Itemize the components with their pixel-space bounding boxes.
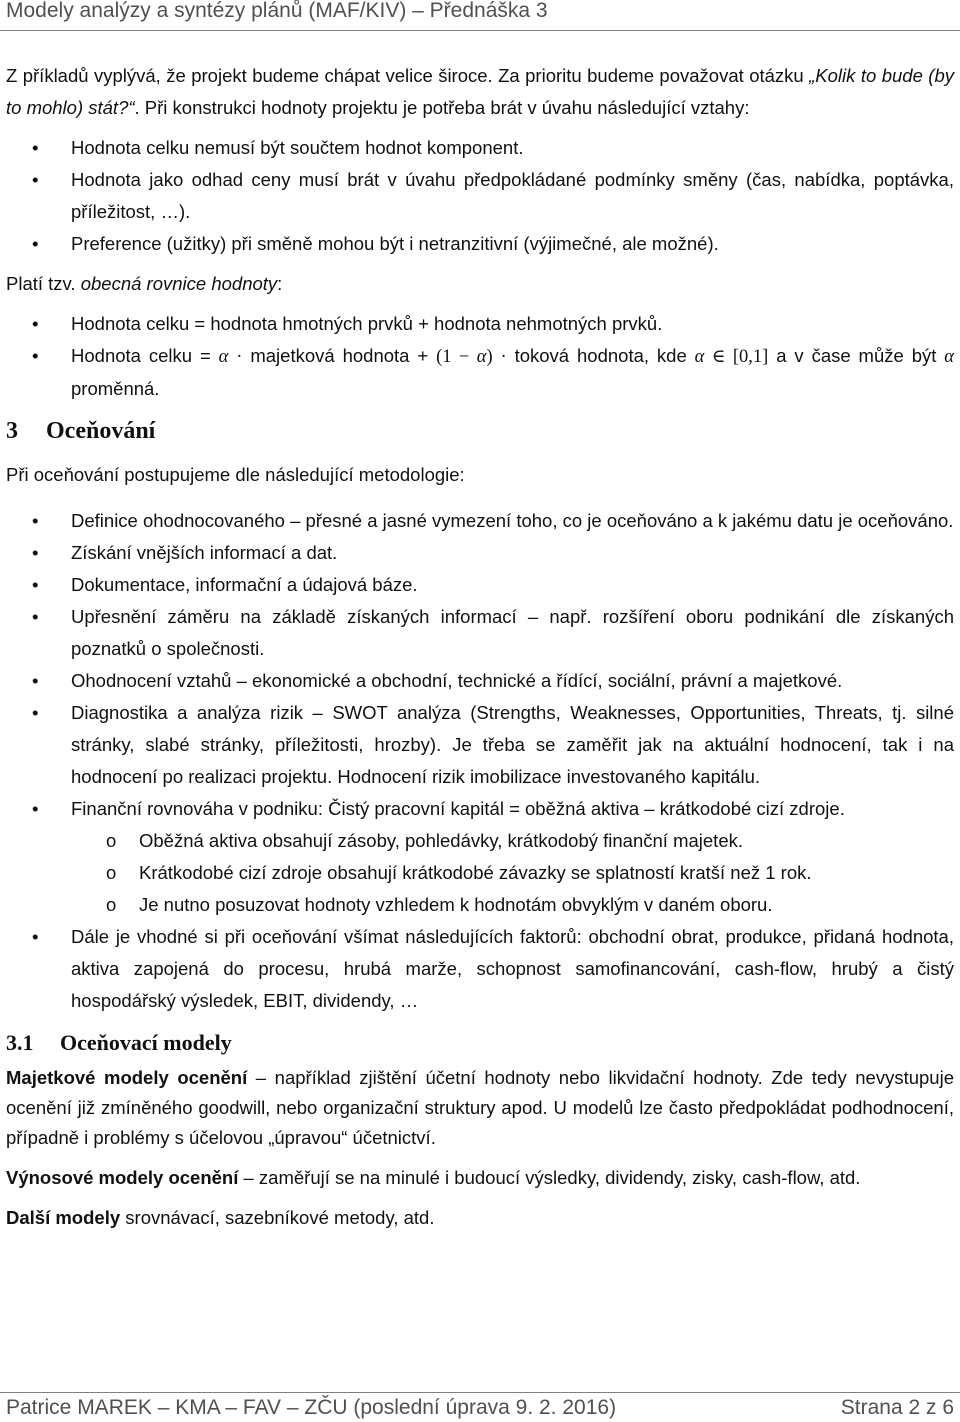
document-body [6, 60, 954, 1243]
plati-paragraph [6, 268, 954, 300]
section-title: Oceňování [46, 418, 156, 444]
list-item: • Ohodnocení vztahů – ekonomické a obchodní, technické a řídící, sociální, právní a majetkové. [6, 665, 954, 697]
other-models-paragraph [6, 1203, 954, 1233]
paragraph-text: srovnávací, sazebníkové metody, atd. [120, 1207, 435, 1228]
list-item: • Definice ohodnocovaného – přesné a jasné vymezení toho, co je oceňováno a k jakému datu je oceňováno. [6, 505, 954, 537]
value-relations-list [6, 132, 954, 260]
income-models-paragraph [6, 1163, 954, 1193]
term-bold: Majetkové modely ocenění [6, 1067, 248, 1088]
alpha-symbol: α [476, 347, 487, 367]
subsection-heading [6, 1027, 954, 1059]
plati-text: Platí tzv. [6, 273, 81, 294]
dot-symbol: · [236, 347, 243, 367]
plati-italic: obecná rovnice hodnoty [80, 273, 278, 294]
list-item: • Preference (užitky) při směně mohou být i netranzitivní (výjimečné, ale možné). [6, 228, 954, 260]
sub-list-item: o Je nutno posuzovat hodnoty vzhledem k hodnotám obvyklým v daném oboru. [6, 889, 954, 921]
list-item: • Hodnota celku = hodnota hmotných prvků + hodnota nehmotných prvků. [6, 308, 954, 340]
formula-text: Hodnota celku = [71, 345, 219, 366]
intro-text-1: Z příkladů vyplývá, že projekt budeme chápat velice široce. Za prioritu budeme považovat otázku [6, 65, 810, 86]
formula-text: toková hodnota, kde [506, 345, 695, 366]
intro-paragraph [6, 60, 954, 124]
term-bold: Další modely [6, 1207, 121, 1228]
page-number: Strana 2 z 6 [840, 1396, 954, 1419]
intro-question: „Kolik to bude (by to mohlo) stát?“ [6, 65, 954, 118]
list-item: • Upřesnění záměru na základě získaných informací – např. rozšíření oboru podnikání dle získaných poznatků o společnosti. [6, 601, 954, 665]
interval: [0,1] [732, 347, 769, 367]
list-item-text: Finanční rovnováha v podniku: Čistý pracovní kapitál = oběžná aktiva – krátkodobé cizí zdroje. [71, 798, 845, 819]
alpha-symbol: α [944, 347, 954, 367]
list-item: • Hodnota jako odhad ceny musí brát v úvahu předpokládané podmínky směny (čas, nabídka, poptávka, příležitost, …). [6, 164, 954, 228]
running-header [0, 0, 960, 40]
plati-colon: : [277, 273, 283, 294]
formula-text: majetková hodnota + [242, 345, 437, 366]
paren-close: ) [486, 347, 493, 367]
paren-open: (1 − [436, 347, 477, 367]
header-rule [0, 30, 960, 31]
list-item: • Diagnostika a analýza rizik – SWOT analýza (Strengths, Weaknesses, Opportunities, Threats, tj. silné stránky, slabé stránky, příležitosti, hrozby). Je třeba se zaměřit jak na aktuální hodnocení, tak i na hodnocení po realizaci projektu. Hodnocení rizik imobilizace investovaného kapitálu. [6, 697, 954, 793]
section-number: 3 [6, 418, 18, 444]
formula-text: a v čase může být [768, 345, 945, 366]
footer-rule [0, 1392, 960, 1393]
method-intro: Při oceňování postupujeme dle následující metodologie: [6, 464, 465, 485]
subsection-title: Oceňovací modely [60, 1030, 232, 1055]
alpha-symbol: α [694, 347, 705, 367]
list-item: • Dále je vhodné si při oceňování všímat následujících faktorů: obchodní obrat, produkce, přidaná hodnota, aktiva zapojená do procesu, hrubá marže, schopnost samofinancování, cash-flow, hrubý a čistý hospodářský výsledek, EBIT, dividendy, … [6, 921, 954, 1017]
value-equation-list [6, 308, 954, 405]
header-title: Modely analýzy a syntézy plánů (MAF/KIV) – Přednáška 3 [6, 0, 548, 22]
dot-symbol: · [500, 347, 507, 367]
sub-list-item: o Oběžná aktiva obsahují zásoby, pohledávky, krátkodobý finanční majetek. [6, 825, 954, 857]
sub-list [71, 825, 954, 921]
subsection-number: 3.1 [6, 1030, 34, 1055]
list-item: • Hodnota celku nemusí být součtem hodnot komponent. [6, 132, 954, 164]
asset-models-paragraph [6, 1063, 954, 1153]
footer-author: Patrice MAREK – KMA – FAV – ZČU (poslední úprava 9. 2. 2016) [6, 1396, 617, 1419]
list-item [6, 793, 954, 921]
sub-list-item: o Krátkodobé cizí zdroje obsahují krátkodobé závazky se splatností kratší než 1 rok. [6, 857, 954, 889]
method-list [6, 505, 954, 1017]
list-item: • Získání vnějších informací a dat. [6, 537, 954, 569]
alpha-symbol: α [218, 347, 229, 367]
term-bold: Výnosové modely ocenění [6, 1167, 239, 1188]
formula-text: proměnná. [71, 378, 160, 399]
section-heading [6, 415, 954, 447]
element-of-symbol: ∈ [704, 347, 733, 367]
list-item: • Dokumentace, informační a údajová báze. [6, 569, 954, 601]
formula-item [6, 340, 954, 405]
paragraph-text: – zaměřují se na minulé i budoucí výsledky, dividendy, zisky, cash-flow, atd. [238, 1167, 861, 1188]
page-footer [6, 1396, 954, 1420]
intro-text-2: . Při konstrukci hodnoty projektu je potřeba brát v úvahu následující vztahy: [134, 97, 750, 118]
paragraph-text: – například zjištění účetní hodnoty nebo likvidační hodnoty. Zde tedy nevystupuje ocenění již zmíněného goodwill, nebo organizační struktury apod. U modelů lze často předpokládat podhodnocení, případně i problémy s účelovou „úpravou“ účetnictví. [6, 1067, 954, 1148]
